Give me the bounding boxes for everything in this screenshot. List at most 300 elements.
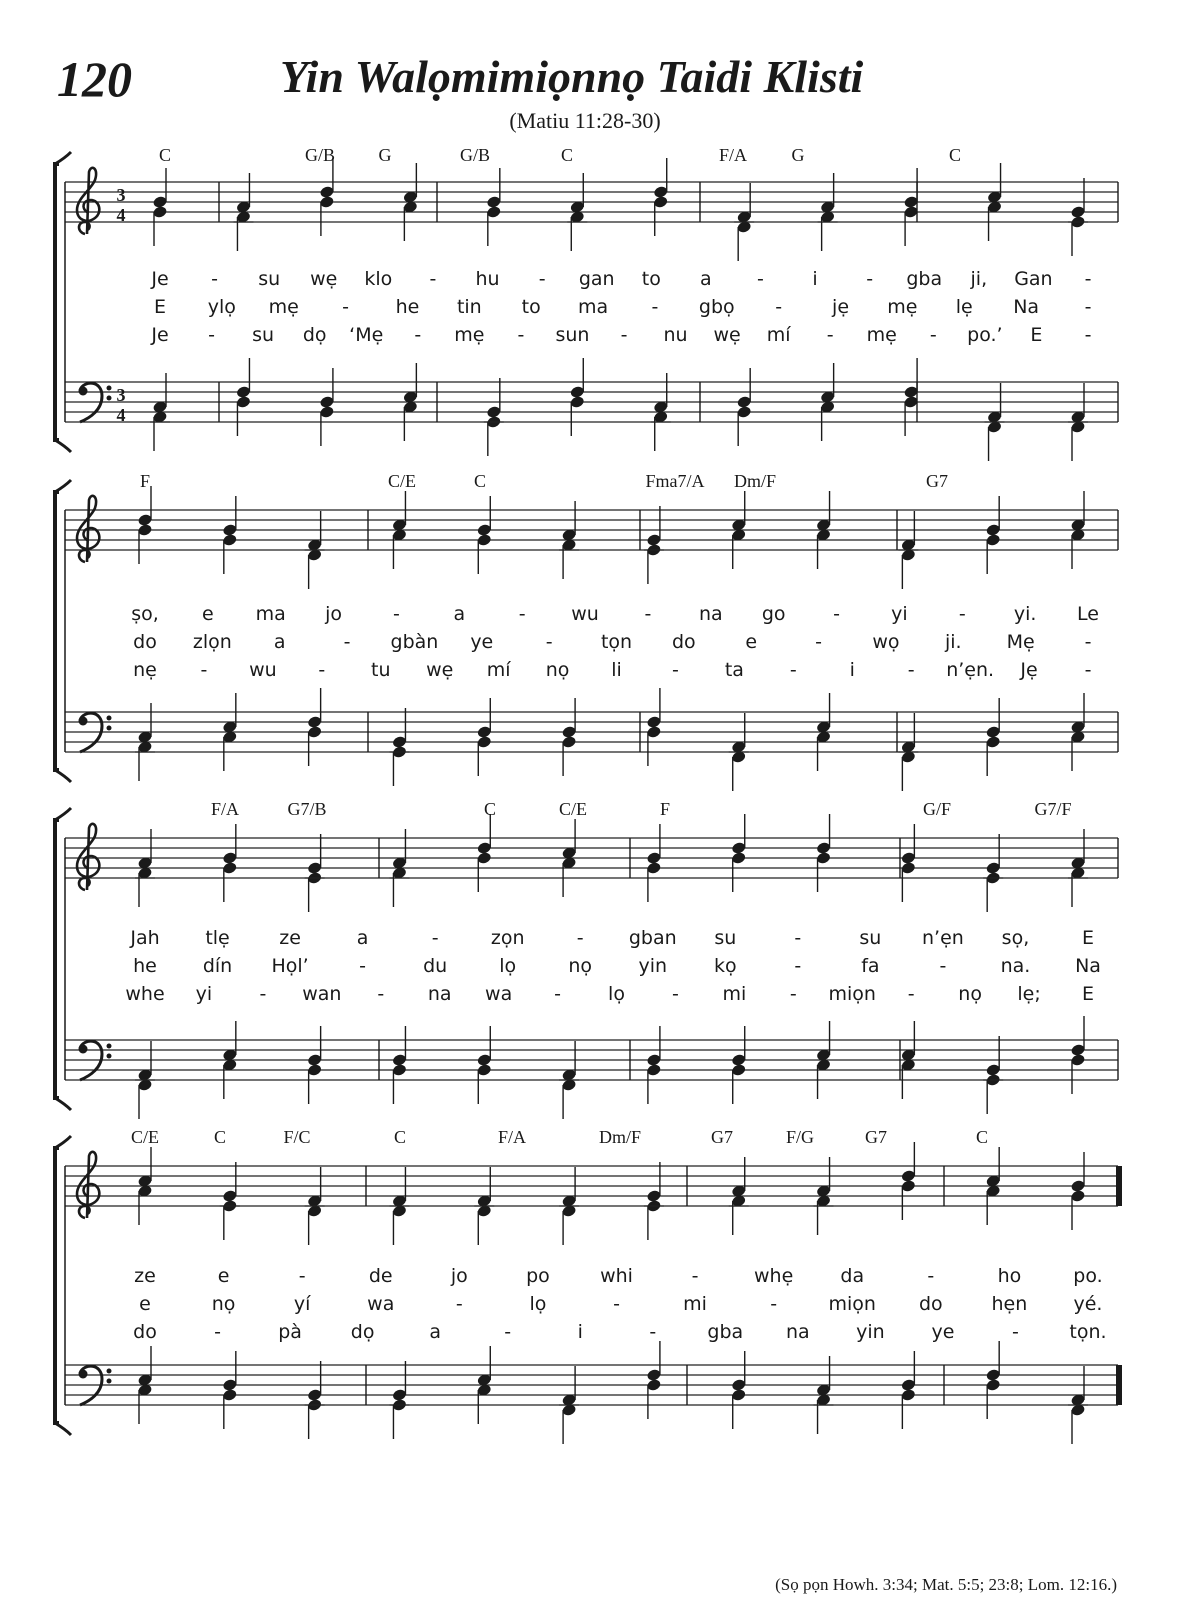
lyric-syllable: po.’ bbox=[967, 324, 1003, 346]
lyric-syllable: wa bbox=[485, 983, 513, 1005]
bass-clef-dot bbox=[79, 717, 88, 726]
lyric-syllable: whẹ bbox=[754, 1265, 794, 1287]
chord-symbol: G/F bbox=[922, 799, 952, 819]
treble-chord-note bbox=[985, 496, 1001, 574]
lyric-hyphen: - bbox=[359, 955, 367, 977]
lyric-syllable: i bbox=[812, 268, 818, 290]
bass-clef-dot bbox=[107, 716, 112, 721]
lyric-syllable: klo bbox=[364, 268, 393, 290]
lyric-hyphen: - bbox=[259, 983, 267, 1005]
lyric-syllable: yin bbox=[638, 955, 668, 977]
treble-chord-note bbox=[476, 496, 492, 574]
lyric-syllable: ye bbox=[470, 631, 494, 653]
lyric-syllable: Gan bbox=[1014, 268, 1053, 290]
lyric-hyphen: - bbox=[298, 1265, 306, 1287]
lyric-syllable: po. bbox=[1073, 1265, 1103, 1287]
bass-chord-note bbox=[222, 1351, 238, 1429]
treble-chord-note bbox=[646, 824, 662, 902]
treble-chord-note bbox=[305, 834, 325, 912]
lyric-syllable: mẹ bbox=[268, 296, 299, 318]
lyric-hyphen: - bbox=[455, 1293, 463, 1315]
lyric-syllable: Na bbox=[1075, 955, 1101, 977]
lyric-syllable: hu bbox=[475, 268, 500, 290]
lyric-hyphen: - bbox=[1084, 631, 1092, 653]
lyric-syllable: i bbox=[849, 659, 855, 681]
bass-chord-note bbox=[646, 1026, 662, 1104]
lyric-syllable: ho bbox=[997, 1265, 1022, 1287]
lyric-syllable: Mẹ bbox=[1006, 631, 1035, 653]
lyric-syllable: mi bbox=[722, 983, 747, 1005]
bass-chord-note bbox=[307, 688, 323, 766]
lyric-syllable: mi bbox=[683, 1293, 707, 1315]
lyric-syllable: mẹ bbox=[887, 296, 918, 318]
bass-chord-note bbox=[476, 698, 492, 776]
lyric-syllable: i bbox=[577, 1321, 583, 1343]
treble-chord-note bbox=[644, 506, 664, 584]
lyric-hyphen: - bbox=[770, 1293, 778, 1315]
lyric-hyphen: - bbox=[1084, 296, 1092, 318]
lyric-syllable: do bbox=[133, 1321, 157, 1343]
lyric-hyphen: - bbox=[833, 603, 840, 625]
bass-chord-note bbox=[476, 1026, 492, 1104]
lyric-hyphen: - bbox=[518, 603, 526, 625]
lyric-syllable: gba bbox=[707, 1321, 744, 1343]
lyric-syllable: tọn bbox=[600, 631, 633, 653]
lyric-syllable: su bbox=[859, 927, 882, 949]
system-bracket bbox=[55, 164, 59, 440]
lyric-hyphen: - bbox=[757, 268, 764, 290]
lyric-hyphen: - bbox=[672, 659, 679, 681]
final-barline bbox=[1116, 1365, 1122, 1405]
bracket-hook bbox=[55, 480, 71, 492]
lyric-syllable: fa bbox=[861, 955, 880, 977]
treble-chord-note bbox=[559, 1167, 579, 1245]
treble-clef-path bbox=[77, 1152, 99, 1218]
treble-chord-note bbox=[319, 158, 335, 236]
lyric-syllable: tlẹ bbox=[205, 927, 230, 949]
bass-chord-note bbox=[985, 383, 1005, 461]
lyric-syllable: wu bbox=[249, 659, 277, 681]
lyric-hyphen: - bbox=[958, 603, 966, 625]
bass-chord-note bbox=[559, 1366, 579, 1444]
treble-chord-note bbox=[901, 1142, 917, 1220]
bass-staff bbox=[65, 712, 1118, 752]
treble-clef bbox=[77, 824, 99, 890]
lyric-hyphen: - bbox=[1012, 1321, 1019, 1343]
bass-chord-note bbox=[319, 368, 335, 446]
lyric-syllable: da bbox=[840, 1265, 865, 1287]
bass-chord-note bbox=[983, 1036, 1003, 1114]
lyric-hyphen: - bbox=[651, 296, 659, 318]
lyric-syllable: e bbox=[745, 631, 758, 653]
lyric-syllable: do bbox=[672, 631, 696, 653]
chord-symbol: C/E bbox=[387, 471, 417, 491]
treble-clef-path bbox=[77, 496, 99, 562]
lyric-syllable: Jah bbox=[130, 927, 160, 949]
lyric-syllable: tu bbox=[371, 659, 391, 681]
lyric-syllable: whi bbox=[600, 1265, 633, 1287]
bass-clef-dot bbox=[107, 1044, 112, 1049]
footer-references: (Sọ pọn Howh. 3:34; Mat. 5:5; 23:8; Lom. 12:16.) bbox=[775, 1575, 1117, 1594]
bass-clef-dot bbox=[107, 396, 112, 401]
lyric-syllable: ta bbox=[724, 659, 744, 681]
treble-chord-note bbox=[220, 1162, 240, 1240]
lyric-hyphen: - bbox=[620, 324, 628, 346]
lyric-syllable: yi bbox=[195, 983, 213, 1005]
treble-chord-note bbox=[305, 1167, 325, 1245]
treble-chord-note bbox=[653, 158, 669, 236]
system-bracket bbox=[55, 492, 59, 770]
lyric-hyphen: - bbox=[794, 955, 802, 977]
lyric-hyphen: - bbox=[343, 631, 351, 653]
lyric-hyphen: - bbox=[342, 296, 350, 318]
chord-symbol: F/C bbox=[283, 1127, 311, 1147]
bass-chord-note bbox=[135, 1041, 155, 1119]
lyric-syllable: E bbox=[1030, 324, 1043, 346]
lyric-syllable: ylọ bbox=[207, 296, 236, 318]
chord-symbol: C bbox=[213, 1127, 227, 1147]
lyric-syllable: mẹ bbox=[454, 324, 485, 346]
lyric-syllable: Je bbox=[151, 268, 169, 290]
lyric-hyphen: - bbox=[907, 659, 915, 681]
chord-symbol: G bbox=[791, 145, 805, 165]
chord-symbol: C bbox=[560, 145, 574, 165]
lyric-hyphen: - bbox=[429, 268, 437, 290]
treble-chord-note bbox=[1068, 178, 1088, 256]
lyric-syllable: yí bbox=[293, 1293, 311, 1315]
bass-chord-note bbox=[236, 358, 252, 436]
chord-symbol: G/B bbox=[304, 145, 336, 165]
lyric-syllable: su bbox=[714, 927, 737, 949]
bass-chord-note bbox=[985, 698, 1001, 776]
lyric-syllable: a bbox=[453, 603, 466, 625]
lyric-syllable: zọn bbox=[490, 927, 525, 949]
lyric-syllable: nọ bbox=[211, 1293, 236, 1315]
lyric-syllable: sun bbox=[555, 324, 590, 346]
bass-chord-note bbox=[646, 688, 662, 766]
lyric-syllable: dọ bbox=[350, 1321, 375, 1343]
lyric-syllable: mí bbox=[766, 324, 791, 346]
chord-symbol: F/G bbox=[785, 1127, 815, 1147]
lyric-hyphen: - bbox=[431, 927, 439, 949]
chord-symbol: Fma7/A bbox=[645, 471, 705, 491]
bass-clef-dot bbox=[107, 1054, 112, 1059]
treble-staff bbox=[65, 838, 1118, 878]
treble-chord-note bbox=[222, 496, 238, 574]
bass-chord-note bbox=[898, 713, 918, 791]
bracket-hook bbox=[55, 1136, 71, 1148]
lyric-syllable: lẹ bbox=[955, 296, 973, 318]
bass-chord-note bbox=[985, 1341, 1001, 1419]
chord-symbol: C/E bbox=[130, 1127, 160, 1147]
treble-chord-note bbox=[734, 183, 754, 261]
time-signature-denominator: 4 bbox=[116, 205, 126, 225]
treble-chord-note bbox=[474, 1167, 494, 1245]
lyric-syllable: na. bbox=[1000, 955, 1031, 977]
lyric-syllable: ji. bbox=[944, 631, 962, 653]
lyric-syllable: Je bbox=[151, 324, 169, 346]
lyric-hyphen: - bbox=[826, 324, 834, 346]
bracket-hook bbox=[55, 152, 71, 164]
lyric-syllable: wan bbox=[302, 983, 342, 1005]
lyric-syllable: ji, bbox=[970, 268, 988, 290]
lyric-hyphen: - bbox=[554, 983, 561, 1005]
bass-chord-note bbox=[389, 708, 409, 786]
lyric-syllable: li bbox=[611, 659, 622, 681]
treble-chord-note bbox=[816, 814, 832, 892]
lyric-syllable: na bbox=[427, 983, 452, 1005]
lyric-syllable: Jẹ bbox=[1020, 659, 1038, 681]
lyric-hyphen: - bbox=[377, 983, 385, 1005]
system-bracket bbox=[55, 820, 59, 1098]
lyric-syllable: E bbox=[1081, 927, 1095, 949]
bass-chord-note bbox=[1068, 1366, 1088, 1444]
lyric-syllable: E bbox=[1081, 983, 1095, 1005]
treble-clef bbox=[77, 1152, 99, 1218]
lyric-syllable: na bbox=[786, 1321, 810, 1343]
lyric-hyphen: - bbox=[1084, 268, 1092, 290]
lyric-syllable: nọ bbox=[958, 983, 982, 1005]
treble-staff bbox=[65, 1166, 1118, 1206]
treble-chord-note bbox=[983, 834, 1003, 912]
lyric-hyphen: - bbox=[576, 927, 584, 949]
treble-chord-note bbox=[476, 814, 492, 892]
lyric-hyphen: - bbox=[907, 983, 915, 1005]
bass-chord-note bbox=[731, 1026, 747, 1104]
treble-clef bbox=[77, 168, 99, 234]
lyric-hyphen: - bbox=[318, 659, 326, 681]
lyric-syllable: a bbox=[700, 268, 712, 290]
chord-symbol: G7/F bbox=[1034, 799, 1072, 819]
treble-chord-note bbox=[137, 486, 153, 564]
lyric-syllable: wa bbox=[367, 1293, 395, 1315]
lyric-syllable: yin bbox=[856, 1321, 885, 1343]
chord-symbol: G7 bbox=[711, 1127, 733, 1147]
bass-staff bbox=[65, 1040, 1118, 1080]
bass-chord-note bbox=[731, 1351, 747, 1429]
bracket-hook bbox=[55, 1423, 71, 1435]
lyric-syllable: n’ẹn bbox=[922, 927, 964, 949]
lyric-syllable: gba bbox=[906, 268, 943, 290]
lyric-hyphen: - bbox=[866, 268, 874, 290]
chord-symbol: F bbox=[659, 799, 671, 819]
lyric-syllable: wu bbox=[571, 603, 599, 625]
lyric-syllable: whe bbox=[125, 983, 165, 1005]
chord-symbol: G bbox=[378, 145, 392, 165]
lyric-hyphen: - bbox=[649, 1321, 657, 1343]
time-signature-numerator: 3 bbox=[116, 385, 126, 405]
lyric-syllable: e bbox=[139, 1293, 151, 1315]
treble-chord-note bbox=[901, 824, 917, 902]
lyric-syllable: nẹ bbox=[133, 659, 157, 681]
lyric-syllable: sọ, bbox=[1001, 927, 1030, 949]
bracket-hook bbox=[55, 440, 71, 452]
lyric-hyphen: - bbox=[208, 324, 215, 346]
lyric-syllable: go bbox=[761, 603, 786, 625]
chord-symbol: F bbox=[139, 471, 151, 491]
lyric-hyphen: - bbox=[1084, 324, 1092, 346]
lyric-syllable: mẹ bbox=[866, 324, 897, 346]
bass-clef-dot bbox=[107, 1369, 112, 1374]
lyric-syllable: Le bbox=[1077, 603, 1099, 625]
lyric-hyphen: - bbox=[927, 1265, 935, 1287]
treble-staff bbox=[65, 182, 1118, 222]
lyric-syllable: ma bbox=[255, 603, 286, 625]
lyric-hyphen: - bbox=[775, 296, 783, 318]
time-signature-numerator: 3 bbox=[116, 185, 126, 205]
treble-chord-note bbox=[1070, 1152, 1086, 1230]
lyric-syllable: do bbox=[918, 1293, 943, 1315]
lyric-syllable: su bbox=[252, 324, 275, 346]
lyric-syllable: nu bbox=[663, 324, 688, 346]
treble-chord-note bbox=[731, 814, 747, 892]
lyric-syllable: dín bbox=[202, 955, 233, 977]
chord-symbol: G7 bbox=[926, 471, 948, 491]
bass-chord-note bbox=[646, 1341, 662, 1419]
chord-symbol: Dm/F bbox=[733, 471, 777, 491]
lyric-hyphen: - bbox=[939, 955, 947, 977]
bass-chord-note bbox=[736, 368, 752, 446]
lyric-syllable: kọ bbox=[713, 955, 737, 977]
bass-chord-note bbox=[559, 1041, 579, 1119]
chord-symbol: C bbox=[483, 799, 497, 819]
lyric-syllable: wẹ bbox=[426, 659, 454, 681]
chord-symbol: C/E bbox=[558, 799, 588, 819]
lyric-syllable: pà bbox=[278, 1321, 302, 1343]
lyric-syllable: du bbox=[423, 955, 448, 977]
lyric-syllable: gban bbox=[628, 927, 677, 949]
bass-chord-note bbox=[569, 358, 585, 436]
treble-chord-note bbox=[152, 168, 168, 246]
lyric-syllable: do bbox=[133, 631, 157, 653]
lyric-syllable: yi bbox=[891, 603, 908, 625]
lyric-syllable: ze bbox=[134, 1265, 156, 1287]
lyric-syllable: to bbox=[641, 268, 661, 290]
bass-clef-dot bbox=[107, 386, 112, 391]
lyric-syllable: he bbox=[395, 296, 420, 318]
lyric-syllable: e bbox=[202, 603, 214, 625]
chord-symbol: C bbox=[948, 145, 962, 165]
lyric-syllable: na bbox=[698, 603, 723, 625]
bass-clef-dot bbox=[107, 1379, 112, 1384]
scripture-reference: (Matiu 11:28-30) bbox=[509, 108, 661, 133]
lyric-hyphen: - bbox=[815, 631, 823, 653]
treble-chord-note bbox=[898, 511, 918, 589]
chord-symbol: G7/B bbox=[287, 799, 327, 819]
chord-symbol: C bbox=[473, 471, 487, 491]
lyric-syllable: he bbox=[133, 955, 157, 977]
lyric-hyphen: - bbox=[672, 983, 679, 1005]
treble-clef-path bbox=[77, 824, 99, 890]
lyric-hyphen: - bbox=[789, 983, 797, 1005]
bass-clef-dot bbox=[79, 1045, 88, 1054]
hymn-title: Yin Walọmimiọnnọ Taidi Klisti bbox=[280, 51, 864, 102]
lyric-hyphen: - bbox=[691, 1265, 699, 1287]
bass-chord-note bbox=[389, 1361, 409, 1439]
lyric-syllable: ze bbox=[279, 927, 301, 949]
lyric-syllable: lọ bbox=[529, 1293, 547, 1315]
lyric-syllable: a bbox=[356, 927, 369, 949]
lyric-syllable: zlọn bbox=[192, 631, 232, 653]
lyric-syllable: tin bbox=[456, 296, 482, 318]
lyric-syllable: ṣo, bbox=[131, 603, 159, 625]
lyric-syllable: lọ bbox=[499, 955, 517, 977]
bass-chord-note bbox=[392, 1026, 408, 1104]
lyric-syllable: ma bbox=[577, 296, 609, 318]
lyric-syllable: E bbox=[153, 296, 167, 318]
system-bracket bbox=[55, 1148, 59, 1423]
lyric-syllable: Na bbox=[1013, 296, 1040, 318]
lyric-hyphen: - bbox=[517, 324, 525, 346]
final-barline bbox=[1116, 1166, 1122, 1206]
lyric-syllable: miọn bbox=[828, 983, 876, 1005]
lyric-syllable: wẹ bbox=[713, 324, 741, 346]
lyric-syllable: jẹ bbox=[832, 296, 850, 318]
lyric-syllable: yi. bbox=[1013, 603, 1037, 625]
lyric-hyphen: - bbox=[414, 324, 422, 346]
lyric-syllable: ye bbox=[931, 1321, 955, 1343]
bass-clef-dot bbox=[107, 726, 112, 731]
chord-symbol: C bbox=[158, 145, 172, 165]
chord-symbol: Dm/F bbox=[598, 1127, 642, 1147]
treble-clef bbox=[77, 496, 99, 562]
lyric-syllable: yé. bbox=[1073, 1293, 1103, 1315]
lyric-hyphen: - bbox=[504, 1321, 512, 1343]
lyric-hyphen: - bbox=[545, 631, 553, 653]
lyric-syllable: lọ bbox=[608, 983, 625, 1005]
lyric-syllable: Họl’ bbox=[271, 955, 309, 977]
bracket-hook bbox=[55, 770, 71, 782]
treble-clef-path bbox=[77, 168, 99, 234]
bass-chord-note bbox=[1068, 383, 1088, 461]
lyric-hyphen: - bbox=[393, 603, 400, 625]
bass-chord-note bbox=[729, 713, 749, 791]
time-signature-denominator: 4 bbox=[116, 405, 126, 425]
bracket-hook bbox=[55, 1098, 71, 1110]
bass-clef-dot bbox=[79, 387, 88, 396]
treble-chord-note bbox=[305, 511, 325, 589]
lyric-syllable: to bbox=[521, 296, 541, 318]
lyric-hyphen: - bbox=[214, 1321, 221, 1343]
lyric-syllable: gbọ bbox=[698, 296, 735, 318]
treble-chord-note bbox=[644, 1162, 664, 1240]
lyric-hyphen: - bbox=[200, 659, 208, 681]
lyric-hyphen: - bbox=[211, 268, 219, 290]
chord-symbol: G/B bbox=[459, 145, 491, 165]
chord-symbol: F/A bbox=[718, 145, 748, 165]
bass-clef-dot bbox=[79, 1370, 88, 1379]
bass-staff bbox=[65, 1365, 1118, 1405]
treble-staff bbox=[65, 510, 1118, 550]
lyric-syllable: mí bbox=[486, 659, 511, 681]
lyric-syllable: a bbox=[429, 1321, 441, 1343]
lyric-syllable: gan bbox=[578, 268, 615, 290]
treble-chord-note bbox=[389, 1167, 409, 1245]
lyric-syllable: a bbox=[273, 631, 286, 653]
lyric-hyphen: - bbox=[789, 659, 797, 681]
lyric-syllable: jo bbox=[450, 1265, 468, 1287]
lyric-hyphen: - bbox=[794, 927, 802, 949]
lyric-syllable: n’ẹn. bbox=[946, 659, 995, 681]
bass-chord-note bbox=[305, 1361, 325, 1439]
lyric-syllable: wẹ bbox=[310, 268, 338, 290]
chord-symbol: F/A bbox=[497, 1127, 527, 1147]
bracket-hook bbox=[55, 808, 71, 820]
lyric-syllable: nọ bbox=[568, 955, 593, 977]
bass-chord-note bbox=[561, 698, 577, 776]
lyric-syllable: jo bbox=[325, 603, 343, 625]
lyric-hyphen: - bbox=[1084, 659, 1092, 681]
